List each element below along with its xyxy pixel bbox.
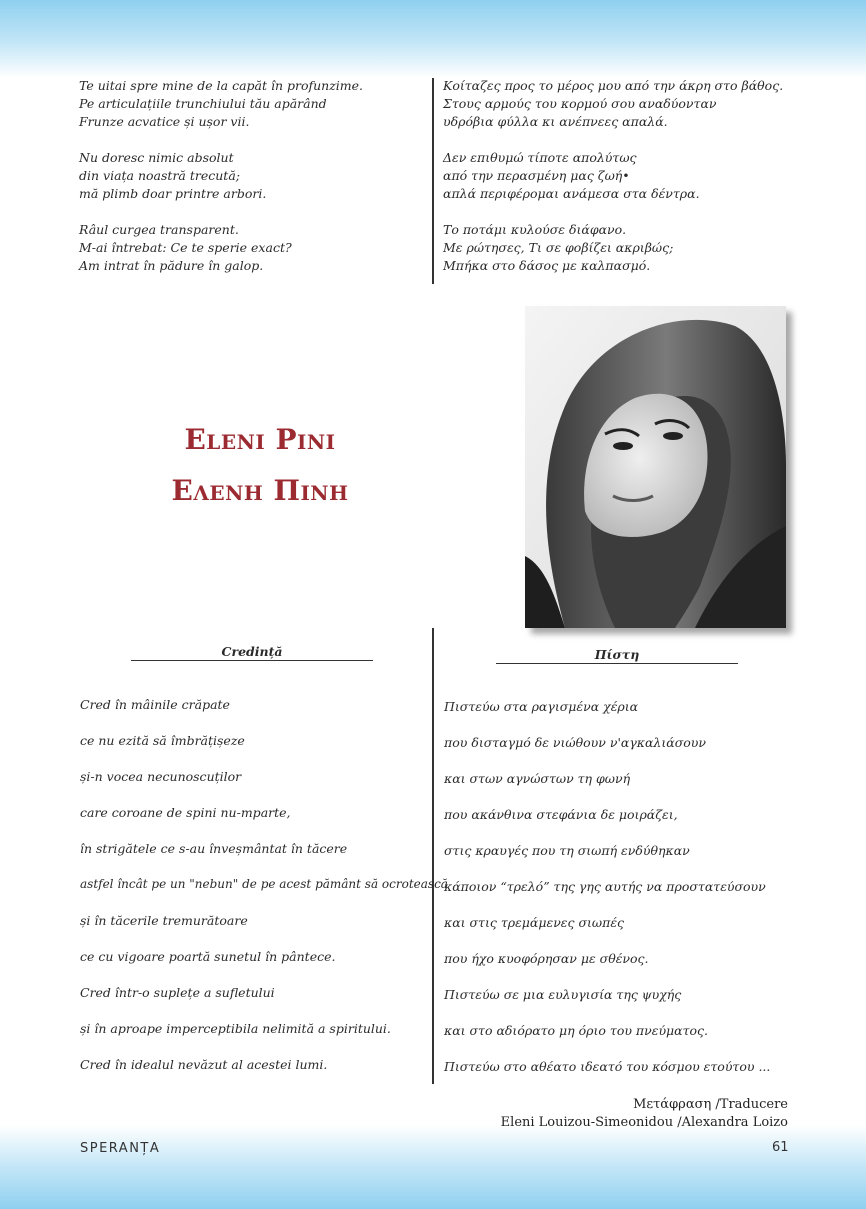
- poem-el-line: που ακάνθινα στεφάνια δε μοιράζει,: [444, 807, 678, 822]
- verse-line: Κοίταζες προς το μέρος μου από την άκρη στο βάθος.: [443, 78, 784, 93]
- column-divider-top: [432, 78, 434, 284]
- verse-line: Te uitai spre mine de la capăt în profunzime.: [79, 78, 364, 93]
- verse-line: Am intrat în pădure în galop.: [79, 258, 264, 274]
- author-photo: [525, 306, 786, 628]
- translation-credit-names: Eleni Louizou-Simeonidou /Alexandra Loizo: [500, 1115, 788, 1130]
- poem-ro-line: în strigătele ce s-au înveșmântat în tăcere: [80, 841, 348, 856]
- verse-line: Με ρώτησες, Τι σε φοβίζει ακριβώς;: [443, 240, 674, 256]
- verse-line: Nu doresc nimic absolut: [79, 150, 234, 165]
- verse-line: Το ποτάμι κυλούσε διάφανο.: [443, 222, 627, 237]
- poem-el-line: κάποιον “τρελό” της γης αυτής να προστατεύσουν: [444, 879, 766, 894]
- poem-ro-line: și-n vocea necunoscuților: [80, 769, 242, 784]
- author-portrait-image: [525, 306, 786, 628]
- author-name-latin: Eleni Pini: [184, 423, 336, 456]
- verse-line: απλά περιφέρομαι ανάμεσα στα δέντρα.: [443, 186, 700, 202]
- verse-line: από την περασμένη μας ζωή•: [443, 168, 630, 184]
- top-poem-el-stanza-2: [443, 149, 700, 204]
- header-gradient-band: [0, 0, 866, 78]
- poem-el-line: και στο αδιόρατο μη όριο του πνεύματος.: [444, 1023, 709, 1038]
- verse-line: Râul curgea transparent.: [79, 222, 239, 237]
- poem-el-line: Πιστεύω στο αθέατο ιδεατό του κόσμου ετούτου ...: [444, 1059, 771, 1074]
- column-divider-bottom: [432, 628, 434, 1084]
- top-poem-ro-stanza-3: [79, 221, 292, 276]
- poem-ro-line: ce nu ezită să îmbrățișeze: [80, 733, 245, 748]
- verse-line: Στους αρμούς του κορμού σου αναδύονταν: [443, 96, 717, 112]
- poem-el-line: στις κραυγές που τη σιωπή ενδύθηκαν: [444, 843, 690, 858]
- poem-el-line: και στων αγνώστων τη φωνή: [444, 771, 631, 786]
- verse-line: mă plimb doar printre arbori.: [79, 186, 267, 202]
- verse-line: Δεν επιθυμώ τίποτε απολύτως: [443, 150, 637, 165]
- poem-ro-line: și în tăcerile tremurătoare: [80, 913, 248, 928]
- poem-ro-line: Cred în mâinile crăpate: [80, 697, 230, 712]
- poem-el-line: Πιστεύω σε μια ευλυγισία της ψυχής: [444, 987, 682, 1002]
- poem-el-line: και στις τρεμάμενες σιωπές: [444, 915, 625, 930]
- author-name-greek: Ελενη Πινη: [171, 474, 349, 507]
- top-poem-el-stanza-1: [443, 77, 783, 132]
- verse-line: din viața noastră trecută;: [79, 168, 240, 184]
- poem-ro-line: ce cu vigoare poartă sunetul în pântece.: [80, 949, 336, 964]
- verse-line: Pe articulațiile trunchiului tău apărând: [79, 96, 327, 112]
- poem-title-ro: Credință: [131, 644, 373, 661]
- magazine-name: SPERANȚA: [80, 1141, 161, 1156]
- poem-ro-line: și în aproape imperceptibila nelimită a spiritului.: [80, 1021, 391, 1036]
- top-poem-ro-stanza-1: [79, 77, 363, 132]
- page-number: 61: [772, 1140, 789, 1155]
- poem-ro-line: Cred într-o suplețe a sufletului: [80, 985, 275, 1000]
- poem-el-line: που ήχο κυοφόρησαν με σθένος.: [444, 951, 649, 966]
- top-poem-el-stanza-3: [443, 221, 673, 276]
- translation-credit-label: Μετάφραση /Traducere: [633, 1097, 788, 1112]
- verse-line: Μπήκα στο δάσος με καλπασμό.: [443, 258, 651, 274]
- poem-title-el: Πίστη: [496, 647, 738, 664]
- poem-ro-line: care coroane de spini nu-mparte,: [80, 805, 291, 820]
- top-poem-ro-stanza-2: [79, 149, 266, 204]
- footer-gradient-band: [0, 1125, 866, 1209]
- poem-ro-line: astfel încât pe un "nebun" de pe acest pământ să ocrotească: [80, 877, 448, 891]
- verse-line: M-ai întrebat: Ce te sperie exact?: [79, 240, 292, 256]
- poem-ro-line: Cred în idealul nevăzut al acestei lumi.: [80, 1057, 328, 1072]
- poem-el-line: Πιστεύω στα ραγισμένα χέρια: [444, 699, 639, 714]
- verse-line: Frunze acvatice și ușor vii.: [79, 114, 250, 130]
- poem-el-line: που δισταγμό δε νιώθουν ν'αγκαλιάσουν: [444, 735, 706, 750]
- verse-line: υδρόβια φύλλα κι ανέπνεες απαλά.: [443, 114, 668, 130]
